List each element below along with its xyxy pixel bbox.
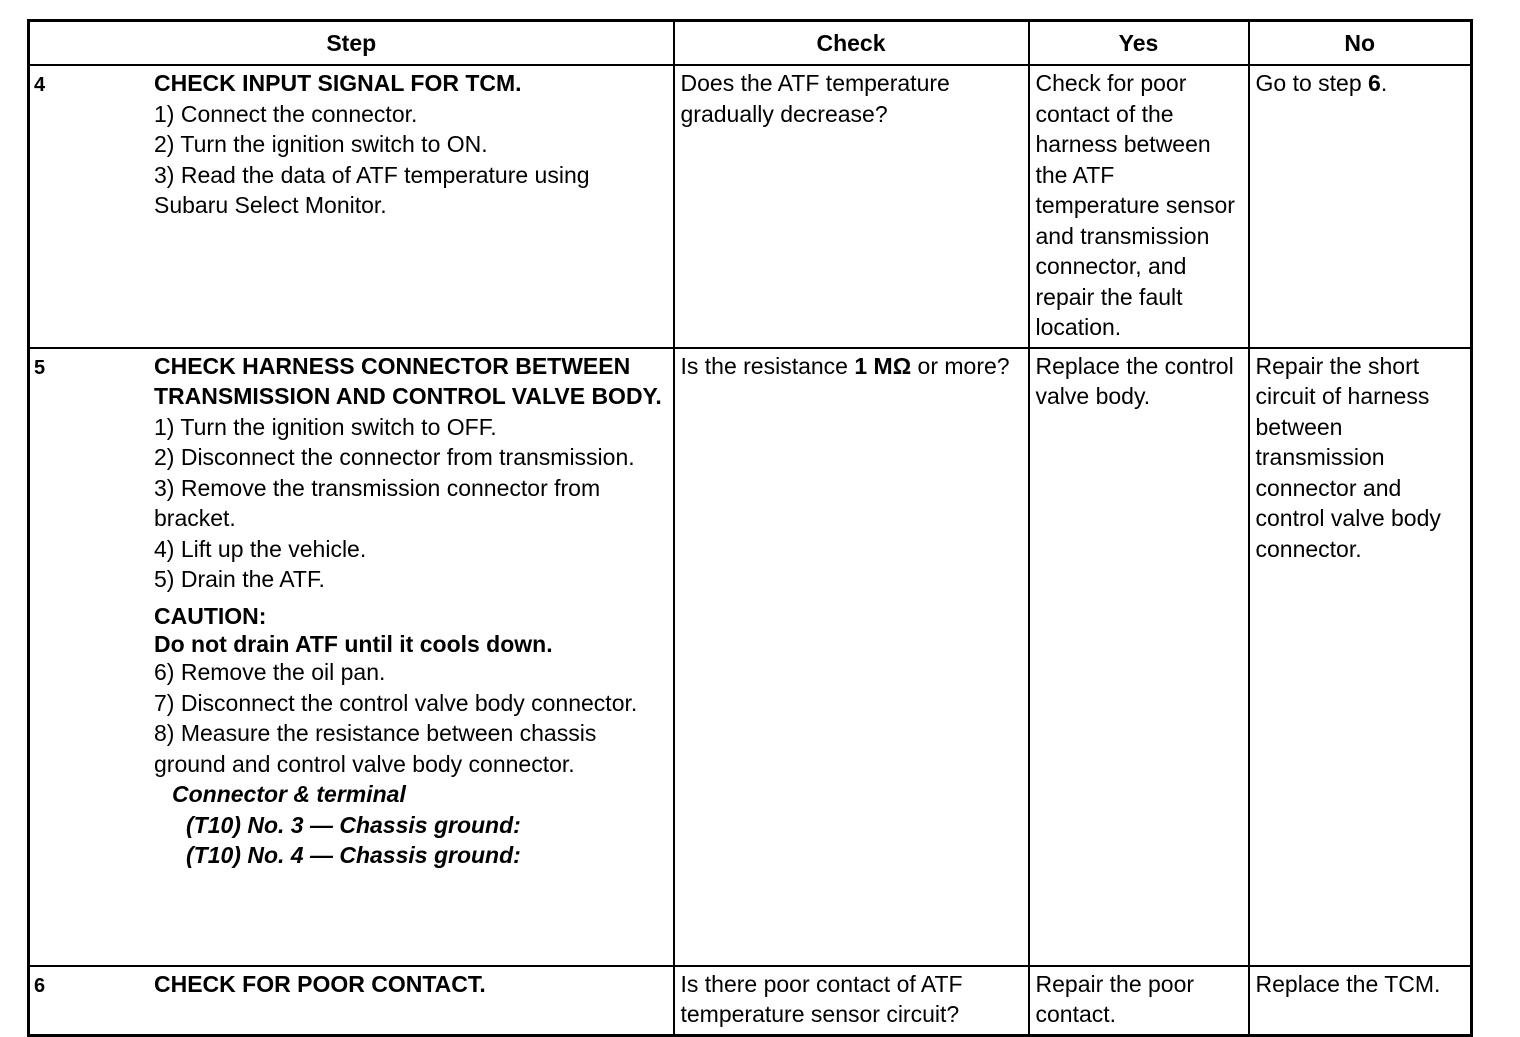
step-instruction: 5) Drain the ATF. — [154, 566, 325, 592]
yes-cell: Check for poor contact of the harness between the ATF temperature sensor and transmission connector, and repair the fault location. — [1029, 65, 1249, 348]
header-step: Step — [29, 21, 674, 66]
yes-cell: Replace the control valve body. — [1029, 348, 1249, 966]
check-cell: Is there poor contact of ATF temperature sensor circuit? — [674, 966, 1029, 1036]
table-row — [29, 65, 1472, 348]
step-instruction: 8) Measure the resistance between chassis ground and control valve body connector. — [154, 720, 597, 777]
step-instruction: 2) Disconnect the connector from transmission. — [154, 444, 635, 470]
step-title: CHECK HARNESS CONNECTOR BETWEEN TRANSMISSION AND CONTROL VALVE BODY. — [154, 352, 662, 409]
step-title: CHECK INPUT SIGNAL FOR TCM. — [154, 70, 522, 96]
step-number: 5 — [34, 356, 46, 379]
resistance-value: 1 MΩ — [854, 352, 912, 379]
no-cell — [1249, 65, 1472, 348]
check-cell — [674, 348, 1029, 966]
header-yes: Yes — [1029, 21, 1249, 66]
header-no: No — [1249, 21, 1472, 66]
table-row — [29, 966, 1472, 1036]
connector-heading: Connector & terminal — [172, 781, 406, 807]
caution-body: Do not drain ATF until it cools down. — [154, 631, 553, 657]
connector-item: (T10) No. 4 — Chassis ground: — [186, 842, 521, 868]
table-row — [29, 348, 1472, 966]
caution-title: CAUTION: — [154, 602, 267, 629]
yes-cell: Repair the poor contact. — [1029, 966, 1249, 1036]
step-cell — [29, 966, 674, 1036]
step-title: CHECK FOR POOR CONTACT. — [154, 970, 486, 997]
no-cell: Repair the short circuit of harness between transmission connector and control valve body connector. — [1249, 348, 1472, 966]
step-instruction: 3) Remove the transmission connector from bracket. — [154, 474, 601, 531]
header-row — [29, 21, 1472, 66]
no-cell: Replace the TCM. — [1249, 966, 1472, 1036]
diagnostic-table — [27, 19, 1473, 1037]
step-instruction: 6) Remove the oil pan. — [154, 659, 386, 685]
connector-item: (T10) No. 3 — Chassis ground: — [186, 811, 521, 838]
step-instruction: 3) Read the data of ATF temperature using Subaru Select Monitor. — [154, 161, 590, 218]
step-reference: 6 — [1368, 70, 1381, 96]
no-text: Go to step — [1255, 70, 1369, 96]
step-cell — [29, 65, 674, 348]
step-instruction: 1) Connect the connector. — [154, 100, 418, 127]
check-text-end: or more? — [911, 352, 1010, 379]
check-text: Is the resistance — [680, 352, 855, 379]
step-instruction: 1) Turn the ignition switch to OFF. — [154, 413, 497, 440]
step-number: 4 — [34, 74, 46, 96]
header-check: Check — [674, 21, 1029, 66]
step-instruction: 4) Lift up the vehicle. — [154, 535, 367, 562]
check-cell: Does the ATF temperature gradually decrease? — [674, 65, 1029, 348]
step-number: 6 — [34, 974, 46, 997]
no-text-end: . — [1380, 70, 1388, 96]
step-instruction: 2) Turn the ignition switch to ON. — [154, 131, 488, 157]
step-cell — [29, 348, 674, 966]
step-instruction: 7) Disconnect the control valve body connector. — [154, 689, 638, 716]
